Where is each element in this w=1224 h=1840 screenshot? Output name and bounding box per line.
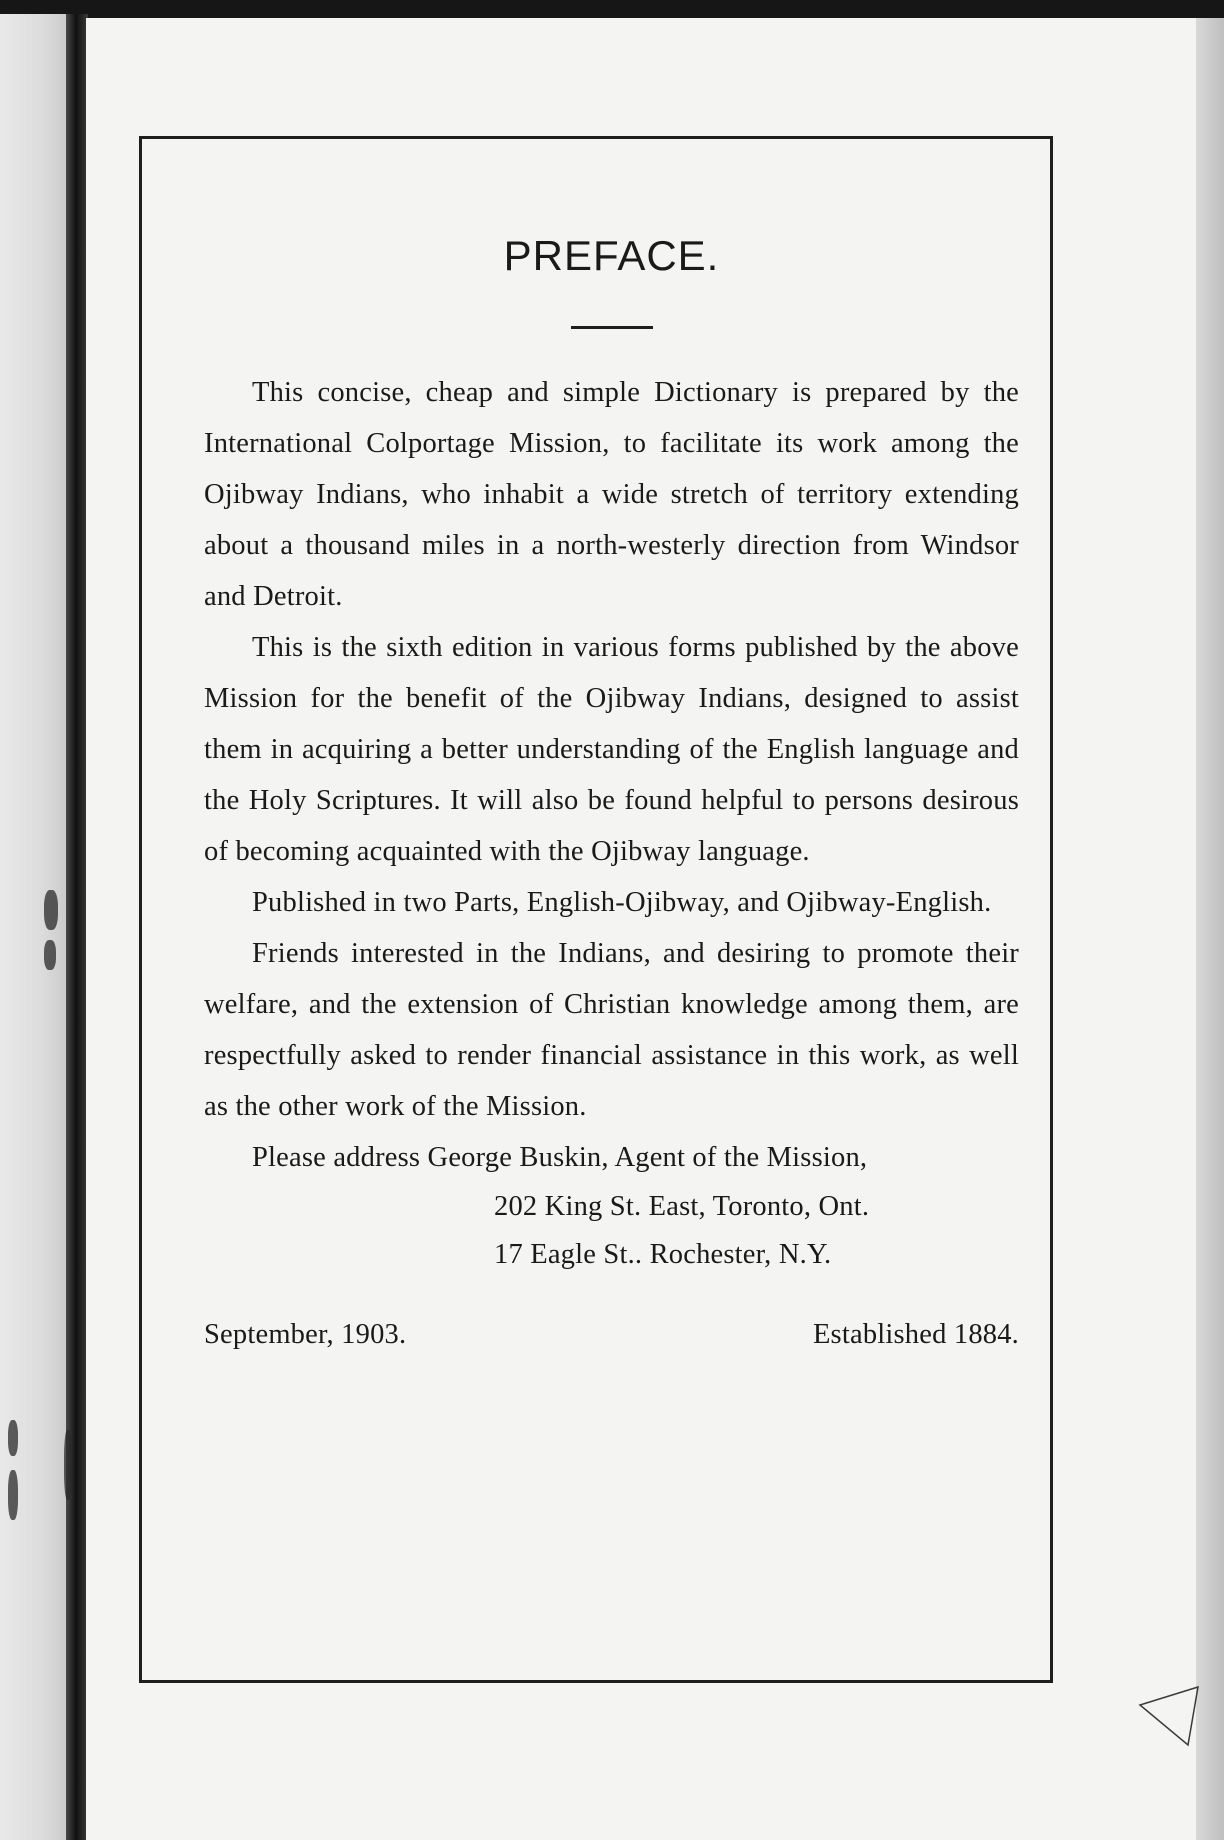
book-gutter	[66, 14, 88, 1840]
right-page-edge	[1196, 18, 1224, 1840]
paragraph: This is the sixth edition in various forms published by the above Mission for the benefit of the Ojibway Indians, designed to assist them in acquiring a better understanding of the English language and the Holy Scriptures. It will also be found helpful to persons desirous of becoming acquainted with the Ojibway language.	[204, 632, 1019, 867]
ink-smudge	[44, 890, 58, 930]
title-divider	[571, 326, 653, 329]
ink-smudge	[64, 1430, 72, 1500]
ink-smudge	[44, 940, 56, 970]
paragraph: This concise, cheap and simple Dictionary is prepared by the International Colportage Mission, to facilitate its work among the Ojibway Indians, who inhabit a wide stretch of territory extending about a thousand miles in a north-westerly direction from Windsor and Detroit.	[204, 377, 1019, 612]
page-title: PREFACE.	[503, 232, 720, 279]
preface-content	[204, 226, 1019, 1360]
corner-fold-mark	[1138, 1685, 1208, 1755]
paragraph: Published in two Parts, English-Ojibway, and Ojibway-English.	[252, 887, 992, 918]
ink-smudge	[8, 1470, 18, 1520]
established-note: Established 1884.	[812, 1319, 1019, 1350]
paragraph: Friends interested in the Indians, and desiring to promote their welfare, and the extension of Christian knowledge among them, are respectfully asked to render financial assistance in this work, as well as the other work of the Mission.	[204, 938, 1019, 1122]
left-page-edge	[0, 14, 70, 1840]
address-line: 17 Eagle St.. Rochester, N.Y.	[494, 1239, 832, 1270]
address-block	[494, 1183, 1019, 1279]
footer	[204, 1309, 1019, 1360]
paragraph: Please address George Buskin, Agent of the Mission,	[252, 1142, 868, 1173]
address-line: 202 King St. East, Toronto, Ont.	[494, 1191, 870, 1222]
ink-smudge	[8, 1420, 18, 1456]
publication-date: September, 1903.	[204, 1319, 407, 1350]
